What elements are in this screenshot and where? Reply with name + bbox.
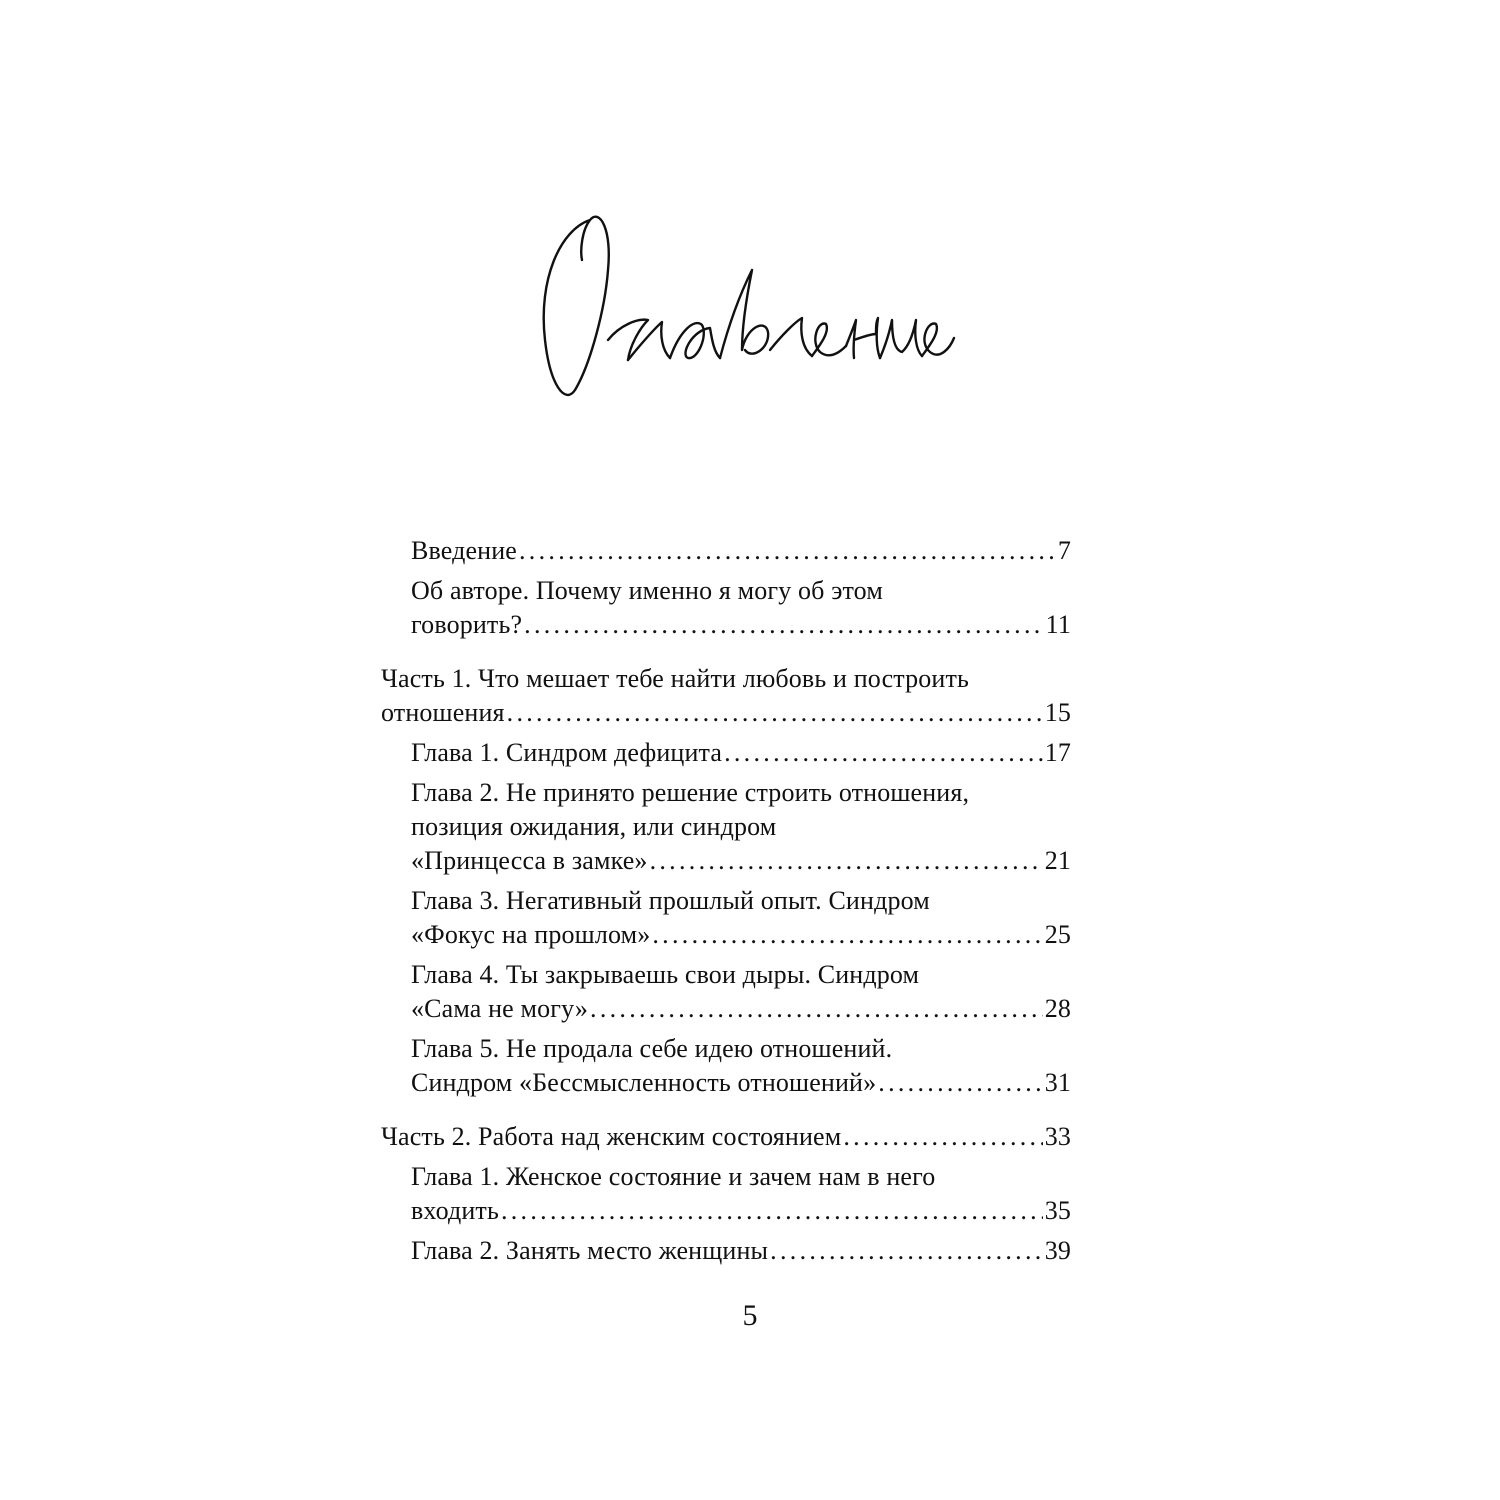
toc-entry-part1-chapter-4[interactable] bbox=[381, 958, 1071, 1026]
toc-entry-title: Глава 1. Синдром дефицита bbox=[411, 738, 723, 767]
dot-leader bbox=[770, 1234, 1043, 1268]
script-letter-e1 bbox=[812, 324, 846, 356]
dot-leader bbox=[724, 736, 1043, 770]
toc-entry-title-line: Глава 2. Не принято решение строить отношения, bbox=[411, 778, 970, 807]
dot-leader bbox=[843, 1120, 1042, 1154]
script-letter-n bbox=[846, 318, 880, 358]
toc-entry-line bbox=[411, 844, 1071, 878]
toc-entry-title-line: Глава 1. Женское состояние и зачем нам в него bbox=[411, 1162, 936, 1191]
toc-page-number: 17 bbox=[1044, 738, 1071, 767]
toc-page-number: 39 bbox=[1044, 1236, 1071, 1265]
page-number-footer: 5 bbox=[742, 1299, 758, 1332]
spacer bbox=[381, 642, 1071, 662]
toc-entry-line bbox=[411, 736, 1071, 770]
toc-entry-title: «Сама не могу» bbox=[411, 994, 589, 1023]
dot-leader bbox=[590, 992, 1043, 1026]
toc-entry-title-line: Глава 3. Негативный прошлый опыт. Синдром bbox=[411, 886, 930, 915]
dot-leader bbox=[501, 1194, 1043, 1228]
toc-entry-introduction[interactable] bbox=[381, 534, 1071, 568]
toc-entry-title: говорить? bbox=[411, 610, 523, 639]
toc-page-number: 35 bbox=[1044, 1196, 1071, 1225]
toc-page-number: 33 bbox=[1044, 1122, 1071, 1151]
toc-page-number: 28 bbox=[1044, 994, 1071, 1023]
heading-script-title bbox=[520, 200, 960, 430]
toc-entry-title-line: позиция ожидания, или синдром bbox=[411, 812, 777, 841]
toc-entry-about-author[interactable] bbox=[381, 574, 1071, 642]
toc-entry-title: «Фокус на прошлом» bbox=[411, 920, 651, 949]
toc-page-number: 15 bbox=[1044, 698, 1071, 727]
toc-entry-title: Глава 2. Занять место женщины bbox=[411, 1236, 769, 1265]
toc-page-number: 11 bbox=[1045, 610, 1071, 639]
toc-entry-title-line: Об авторе. Почему именно я могу об этом bbox=[411, 576, 883, 605]
toc-entry-part2-chapter-2[interactable] bbox=[381, 1234, 1071, 1268]
toc-entry-part2-chapter-1[interactable] bbox=[381, 1160, 1071, 1228]
table-of-contents bbox=[381, 534, 1071, 1268]
toc-entry-part-1[interactable] bbox=[381, 662, 1071, 730]
script-letter-l2 bbox=[770, 318, 812, 356]
script-letter-a bbox=[670, 323, 720, 358]
toc-entry-title: Часть 2. Работа над женским состоянием bbox=[381, 1122, 842, 1151]
script-letter-o bbox=[544, 217, 609, 395]
toc-entry-part1-chapter-2[interactable] bbox=[381, 776, 1071, 878]
toc-entry-title-line: Часть 1. Что мешает тебе найти любовь и построить bbox=[381, 664, 969, 693]
toc-entry-title-line: Глава 5. Не продала себе идею отношений. bbox=[411, 1034, 893, 1063]
handwritten-title-graphic bbox=[520, 200, 960, 430]
toc-entry-part-2[interactable] bbox=[381, 1120, 1071, 1154]
dot-leader bbox=[524, 608, 1044, 642]
toc-entry-title: входить bbox=[411, 1196, 499, 1225]
toc-entry-title: Введение bbox=[411, 536, 517, 565]
toc-entry-part1-chapter-1[interactable] bbox=[381, 736, 1071, 770]
toc-entry-line bbox=[411, 534, 1071, 568]
toc-entry-title: Синдром «Бессмысленность отношений» bbox=[411, 1068, 877, 1097]
script-letter-v bbox=[720, 270, 768, 358]
script-letter-i bbox=[880, 320, 922, 358]
script-letter-g bbox=[608, 320, 648, 360]
toc-entry-title: отношения bbox=[381, 698, 505, 727]
toc-entry-part1-chapter-5[interactable] bbox=[381, 1032, 1071, 1100]
toc-entry-line bbox=[411, 1194, 1071, 1228]
dot-leader bbox=[878, 1066, 1042, 1100]
toc-entry-line bbox=[411, 918, 1071, 952]
script-letter-e2 bbox=[922, 324, 954, 356]
toc-page-number: 25 bbox=[1044, 920, 1071, 949]
toc-entry-line bbox=[411, 1234, 1071, 1268]
toc-page-number: 21 bbox=[1044, 846, 1071, 875]
toc-entry-title-line: Глава 4. Ты закрываешь свои дыры. Синдром bbox=[411, 960, 920, 989]
toc-entry-part1-chapter-3[interactable] bbox=[381, 884, 1071, 952]
toc-entry-line bbox=[411, 992, 1071, 1026]
toc-entry-line bbox=[381, 1120, 1071, 1154]
dot-leader bbox=[652, 918, 1042, 952]
dot-leader bbox=[519, 534, 1056, 568]
toc-entry-line bbox=[411, 1066, 1071, 1100]
toc-entry-line bbox=[411, 608, 1071, 642]
toc-entry-title: «Принцесса в замке» bbox=[411, 846, 648, 875]
spacer bbox=[381, 1100, 1071, 1120]
dot-leader bbox=[507, 696, 1043, 730]
toc-entry-line bbox=[381, 696, 1071, 730]
toc-page-number: 31 bbox=[1044, 1068, 1071, 1097]
toc-page-number: 7 bbox=[1057, 536, 1071, 565]
dot-leader bbox=[650, 844, 1043, 878]
